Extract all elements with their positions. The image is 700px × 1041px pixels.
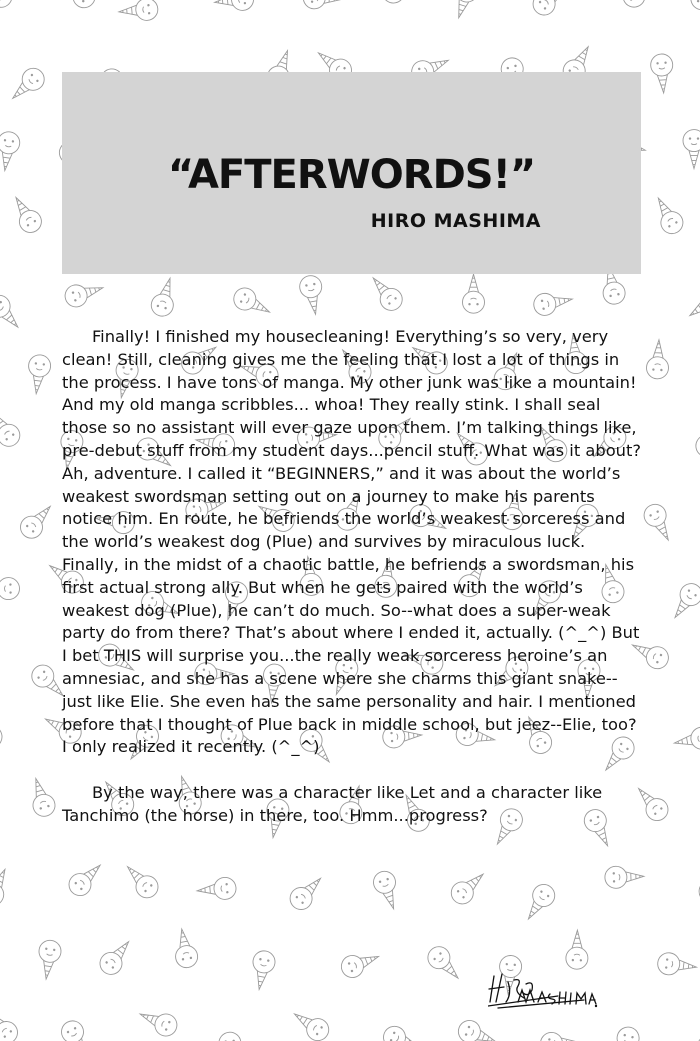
plue-head-icon <box>58 1017 96 1041</box>
plue-head-icon <box>25 354 52 395</box>
plue-head-icon <box>35 939 62 981</box>
plue-head-icon <box>448 0 480 21</box>
plue-head-icon <box>540 1031 580 1041</box>
author-signature <box>488 972 598 1012</box>
plue-head-icon <box>371 868 404 912</box>
plue-head-icon <box>529 0 573 19</box>
plue-head-icon <box>519 880 559 925</box>
author-name: HIRO MASHIMA <box>370 210 541 232</box>
plue-head-icon <box>55 0 99 12</box>
plue-head-icon <box>64 857 107 900</box>
plue-head-icon <box>0 130 21 172</box>
plue-head-icon <box>605 865 645 888</box>
paragraph-1: Finally! I finished my housecleaning! Everything’s so very, very clean! Still, cleaning gives me the feeling that I lost a lot of things in the process. I have tons of manga. My other junk was like a mountain! And my old manga scribbles... whoa! They really stink. I shall seal those so no assistant will ever gaze upon them. I’m talking things like, pre-debut stuff from my student days...pencil stuff. What was it about? Ah, adventure. I called it “BEGINNERS,” and it was about the world’s weakest swordsman setting out on a journey to make his parents notice him. En route, he befriends the world’s weakest sorceress and the world’s weakest dog (Plue) and survives by miraculous luck. Finally, in the midst of a chaotic battle, he befriends a swordsman, his first actual strong ally. But when he gets paired with the world’s weakest dog (Plue), he can’t do much. So--what does a super-weak party do from there? That’s about where I ended it, actually. (^_^) But I bet THIS will surprise you...the really weak sorceress heroine’s an amnesiac, and she has a scene where she charms this giant snake--just like Elie. She even has the same personality and hair. I mentioned before that I thought of Plue back in middle school, but jeez--Elie, too? I only realized it recently. (^_^) <box>62 327 642 757</box>
plue-head-icon <box>16 499 58 543</box>
plue-head-icon <box>463 274 485 313</box>
plue-head-icon <box>532 288 574 317</box>
plue-head-icon <box>447 866 491 908</box>
plue-head-icon <box>0 291 26 335</box>
plue-head-icon <box>120 859 163 902</box>
plue-head-icon <box>25 775 57 819</box>
afterword-text <box>62 326 642 828</box>
plue-head-icon <box>646 339 670 379</box>
plue-head-icon <box>218 1031 244 1041</box>
plue-head-icon <box>682 1031 700 1041</box>
plue-head-icon <box>0 577 20 600</box>
plue-head-icon <box>380 1023 424 1041</box>
plue-head-icon <box>171 927 199 969</box>
plue-head-icon <box>0 865 15 910</box>
plue-head-icon <box>656 952 697 979</box>
plue-head-icon <box>0 1004 22 1041</box>
plue-head-icon <box>613 0 648 11</box>
plue-head-icon <box>649 193 687 238</box>
plue-head-icon <box>303 0 343 10</box>
plue-head-icon <box>423 942 466 986</box>
plue-head-icon <box>248 949 276 991</box>
paragraph-2: By the way, there was a character like Let and a character like Tanchimo (the horse) in there, too. Hmm...progress? <box>62 783 603 825</box>
plue-head-icon <box>364 0 406 8</box>
plue-head-icon <box>7 192 46 237</box>
plue-head-icon <box>687 0 700 23</box>
plue-head-icon <box>96 935 138 979</box>
title-box <box>62 72 641 274</box>
plue-head-icon <box>650 53 675 93</box>
plue-head-icon <box>118 0 159 23</box>
plue-head-icon <box>149 275 181 319</box>
plue-head-icon <box>62 277 106 309</box>
plue-head-icon <box>610 1025 641 1041</box>
plue-head-icon <box>338 946 382 981</box>
plue-head-icon <box>286 871 329 914</box>
plue-head-icon <box>455 1017 499 1041</box>
plue-head-icon <box>365 271 407 315</box>
plue-head-icon <box>684 284 700 324</box>
plue-head-icon <box>0 406 24 451</box>
plue-head-icon <box>298 274 326 316</box>
plue-head-icon <box>640 500 678 545</box>
plue-head-icon <box>672 725 700 753</box>
plue-head-icon <box>136 1004 180 1039</box>
plue-head-icon <box>683 130 700 169</box>
plue-head-icon <box>0 0 16 21</box>
plue-head-icon <box>566 930 589 969</box>
plue-head-icon <box>288 1005 333 1041</box>
plue-head-icon <box>666 579 700 624</box>
plue-head-icon <box>5 64 49 107</box>
plue-head-icon <box>694 433 700 476</box>
plue-head-icon <box>196 876 237 901</box>
plue-head-icon <box>0 722 6 767</box>
plue-head-icon <box>214 0 255 13</box>
page-title: “AFTERWORDS!” <box>167 152 536 198</box>
plue-head-icon <box>230 284 275 322</box>
